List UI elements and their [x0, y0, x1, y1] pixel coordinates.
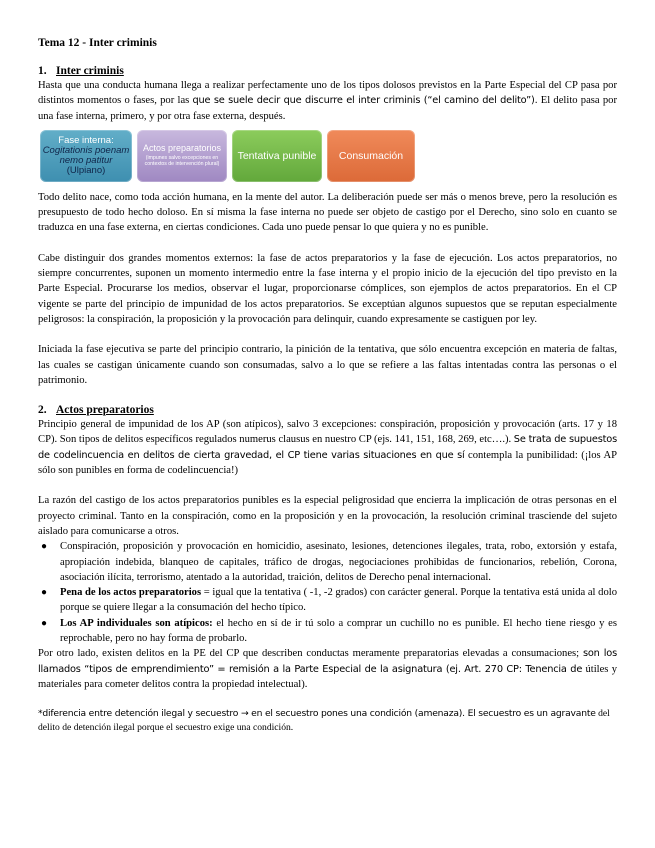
paragraph-reason-punishment: La razón del castigo de los actos preparatorios punibles es la especial peligrosidad que encierra la implicación de otras personas en el proyecto criminal. Tanto en la conspiración, como en la proposición y en la provocación, la resolución criminal trasciende del sujeto aislado para comunicarse a otros. — [38, 495, 617, 537]
inter-criminis-diagram — [40, 130, 617, 182]
stage-consummation: Consumación — [327, 130, 415, 182]
section-heading-inter-criminis — [38, 64, 617, 78]
principle-text-b: contempla la punibilidad: (¡los AP sólo son punibles en forma de codelincuencia!) — [38, 449, 617, 477]
stage-preparatory-acts — [137, 130, 227, 182]
handwritten-note-codelincuencia: Se trata de supuestos de codelincuencia en delitos de cierta gravedad, el CP tiene varias situaciones en que sí — [38, 434, 617, 461]
intro-text-b: El delito pasa por una fase interna, primero, y por otra fase externa, después. — [38, 95, 617, 122]
intro-text-a: Hasta que una conducta humana llega a realizar perfectamente uno de los tipos dolosos previstos en la Parte Especial del CP pasa por distintos momentos o fases, por las — [38, 80, 617, 107]
list-item — [38, 539, 617, 585]
list-item — [38, 616, 617, 647]
paragraph-general-principle — [38, 417, 617, 478]
stage-internal-latin: Cogitationis poenam nemo patitur — [42, 144, 130, 166]
intro-paragraph — [38, 78, 617, 124]
section-heading-actos-preparatorios — [38, 403, 617, 417]
section-number: 2. — [38, 404, 47, 417]
bullet-icon: ● — [41, 587, 48, 599]
principle-text-a: Principio general de impunidad de los AP (son atípicos), salvo 3 excepciones: conspiración, proposición y provocación (arts. 17 y 18 CP). Son tipos de delitos específicos regulados numerus clausus en nuestro CP (ejs. 141, 151, 168, 269, etc….). — [38, 419, 617, 446]
paragraph-external-moments: Cabe distinguir dos grandes momentos externos: la fase de actos preparatorios y la fase de ejecución. Los actos preparatorios, no siempre concurrentes, suponen un momento intermedio entre la fase interna y el propio inicio de la ejecución del tipo previsto en la Parte Especial. Procurarse los medios, observar el lugar, proporcionarse cómplices, son ejemplos de actos preparatorios. En el CP vigente se parte del principio de impunidad de los actos preparatorios. Se exceptúan algunos supuestos que se reputan especialmente peligrosos: la conspiración, la proposición y la provocación para delinquir, cuando expresamente se castiguen por ley. — [38, 252, 617, 325]
footnote — [38, 707, 617, 734]
list-item-text: = igual que la tentativa ( -1, -2 grados) con carácter general. Porque la tentativa está unida al dolo porque se quiere llegar a la consumación del hecho típico. — [60, 587, 617, 614]
emprendimiento-text-b: útiles y materiales para cometer delitos contra la propiedad intelectual). — [38, 663, 618, 690]
stage-preparatory-title: Actos preparatorios — [142, 143, 222, 154]
paragraph-internal-phase: Todo delito nace, como toda acción humana, en la mente del autor. La deliberación puede ser más o menos breve, pero la resolución es presupuesto de todo hecho doloso. En sí misma la fase interna no puede ser objeto de castigo por el Derecho, sino solo en cuanto se traduzca en una fase externa, en ciertas condiciones. Cada uno puede pensar lo que quiera y no es punible. — [38, 191, 617, 234]
bullet-list — [38, 539, 617, 646]
list-item — [38, 585, 617, 616]
bullet-icon: ● — [41, 541, 48, 553]
list-item-bold: Los AP individuales son atípicos: — [60, 617, 213, 629]
list-item-text: Conspiración, proposición y provocación en homicidio, asesinato, lesiones, detenciones ilegales, trata, robo, extorsión y estafa, apropiación indebida, blanqueo de capitales, tráfico de drogas, negociaciones prohibidas de funcionarios, rebelión, Corona, asociación ilícita, terrorismo, atentado a la autoridad, traición, delitos de Derecho penal internacional. — [60, 541, 617, 583]
paragraph-emprendimiento — [38, 646, 617, 692]
list-item-bold: Pena de los actos preparatorios — [60, 587, 202, 599]
stage-internal-label: Fase interna: — [58, 134, 114, 146]
section-number: 1. — [38, 65, 47, 77]
list-item-text: el hecho en sí de ir tú solo a comprar un cuchillo no es punible. El hecho tiene riesgo y es reprochable, pero no hay forma de probarlo. — [60, 617, 617, 645]
handwritten-note-intro: que se suele decir que discurre el inter criminis (“el camino del delito”). — [192, 95, 538, 107]
bullet-icon: ● — [41, 617, 48, 629]
section-title: Inter criminis — [56, 65, 124, 77]
footnote-text: del delito de detención ilegal porque el secuestro exige una condición. — [38, 708, 610, 733]
section-title: Actos preparatorios — [56, 404, 154, 417]
handwritten-note-footnote: *diferencia entre detención ilegal y secuestro → en el secuestro pones una condición (amenaza). El secuestro es un agravante — [38, 708, 596, 720]
paragraph-executive-phase: Iniciada la fase ejecutiva se parte del principio contrario, la pinición de la tentativa, que sólo encuentra excepción en materia de faltas, las cuales se castigan únicamente cuando son consumadas, salvo a lo que se refiere a las faltas intentadas contra las personas o el patrimonio. — [38, 344, 617, 386]
handwritten-note-emprendimiento: son los llamados “tipos de emprendimiento” = remisión a la Parte Especial de la asignatura (ej. Art. 270 CP: Tenencia de — [38, 648, 618, 675]
stage-attempt: Tentativa punible — [232, 130, 322, 182]
document-title: Tema 12 - Inter criminis — [38, 37, 157, 49]
stage-internal-phase — [40, 130, 132, 182]
stage-preparatory-note: (impunes salvo excepciones en contextos de intervención plural) — [144, 155, 220, 168]
stage-internal-author: (Ulpiano) — [66, 164, 106, 176]
emprendimiento-text-a: Por otro lado, existen delitos en la PE del CP que describen conductas meramente preparatorias elevadas a consumaciones; — [38, 648, 583, 660]
